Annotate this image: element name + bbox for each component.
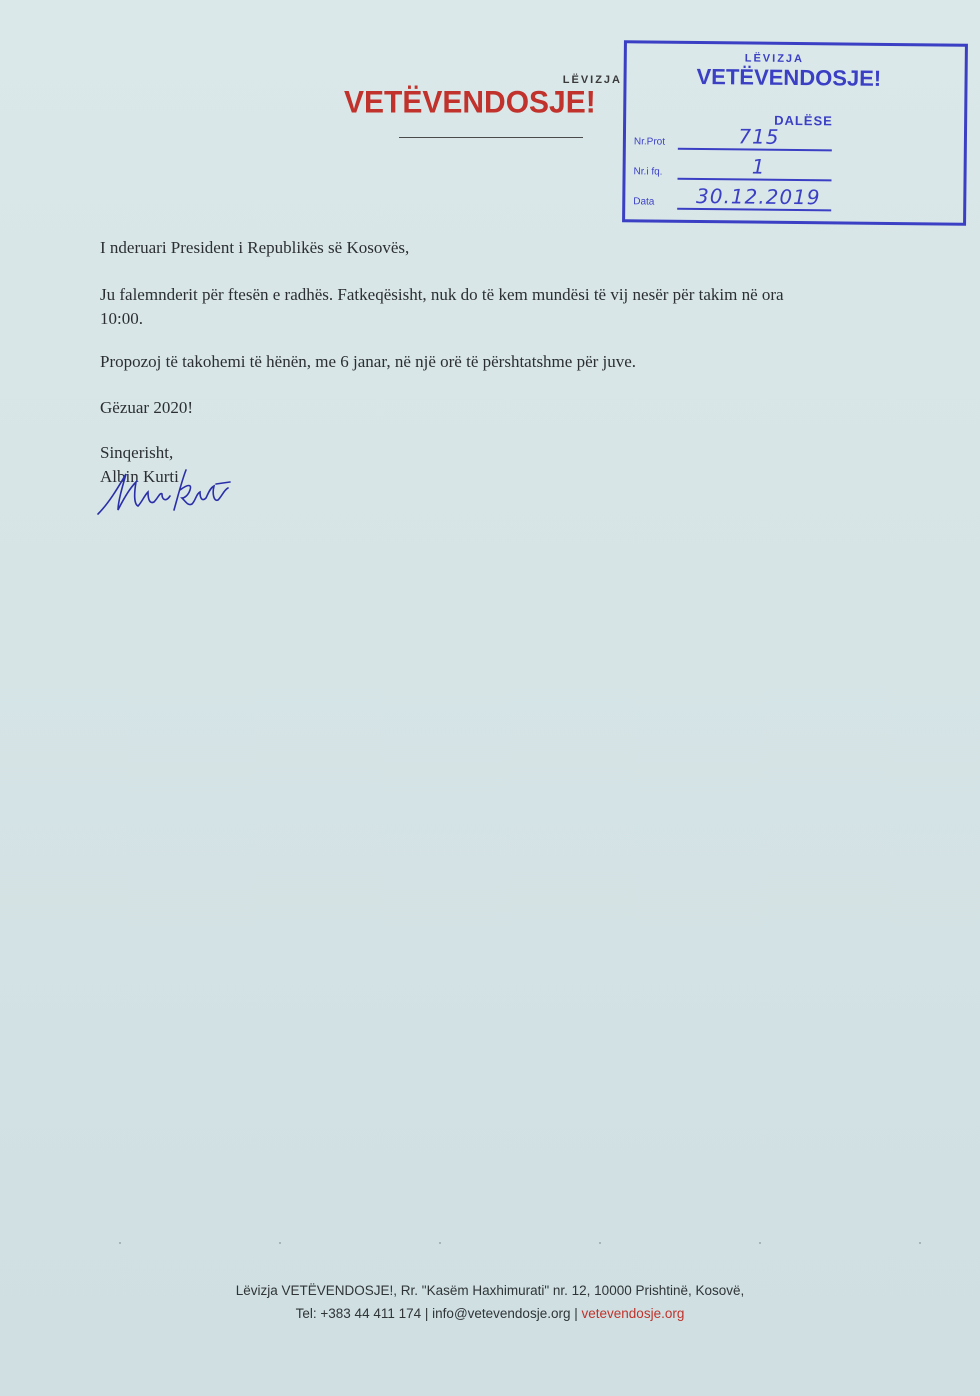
logo-main-text: VETËVENDOSJE! [344,85,596,120]
footer-email[interactable]: info@vetevendosje.org [432,1306,571,1321]
stamp-kind: DALËSE [774,112,833,129]
signatory-name: Albin Kurti [100,467,179,486]
stamp-label: Data [633,196,655,208]
stamp-row-date [633,183,823,211]
footer-contacts [0,1306,980,1321]
footer-dotted-rule [40,1242,940,1244]
greeting: Gëzuar 2020! [100,398,193,417]
letterhead-divider [399,137,583,138]
stamp-title: VETËVENDOSJE! [696,63,882,91]
stamp-value: 1 [751,154,766,179]
closing: Sinqerisht, [100,443,174,462]
stamp-row-pages [634,153,824,181]
stamp-small-text: LËVIZJA [744,52,805,66]
stamp-label: Nr.Prot [633,136,666,148]
registry-stamp [622,40,968,226]
stamp-value: 715 [738,124,780,149]
salutation: I nderuari President i Republikës së Kosovës, [100,238,410,257]
paragraph-1-line-2: 10:00. [100,309,143,328]
footer-website[interactable]: vetevendosje.org [581,1306,685,1321]
footer-phone: Tel: +383 44 411 174 [295,1306,422,1321]
stamp-value: 30.12.2019 [695,183,821,210]
logo-small-text: LËVIZJA [562,74,622,86]
footer-separator: | [574,1306,578,1321]
footer-address: Lëvizja VETËVENDOSJE!, Rr. "Kasëm Haxhimurati" nr. 12, 10000 Prishtinë, Kosovë, [235,1283,745,1298]
footer-separator: | [424,1306,429,1321]
paragraph-2: Propozoj të takohemi të hënën, me 6 janar, në një orë të përshtatshme për juve. [100,352,637,371]
stamp-row-protocol [634,123,824,151]
stamp-label: Nr.i fq. [633,166,663,178]
handwritten-signature [96,462,236,522]
letterhead-logo [340,74,640,124]
paragraph-1-line-1: Ju falemnderit për ftesën e radhës. Fatkeqësisht, nuk do të kem mundësi të vij nesër për takim në ora [100,285,784,304]
